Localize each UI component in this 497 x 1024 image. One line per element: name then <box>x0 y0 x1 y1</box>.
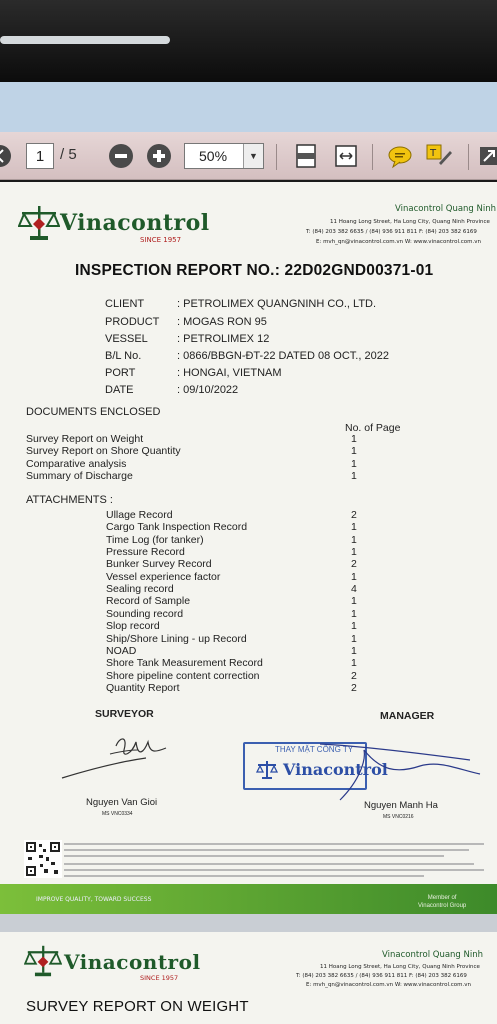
page-gap <box>0 914 497 932</box>
zoom-value: 50% <box>199 148 228 164</box>
footer-member <box>418 894 466 910</box>
attachment-page-count: 2 <box>351 670 357 682</box>
attachment-item: Bunker Survey Record <box>106 558 212 570</box>
company-email: E: mvh_qn@vinacontrol.com.vn W: www.vinacontrol.com.vn <box>316 239 481 245</box>
info-row <box>105 316 267 328</box>
vinacontrol-logo-page2 <box>24 944 204 984</box>
attachment-page-count: 2 <box>351 558 357 570</box>
share-icon[interactable] <box>478 142 497 170</box>
fine-print-line <box>64 875 424 877</box>
company-email: E: mvh_qn@vinacontrol.com.vn W: www.vinacontrol.com.vn <box>306 982 471 988</box>
comment-icon[interactable] <box>386 142 414 170</box>
logo-wordmark: Vinacontrol <box>60 210 210 236</box>
attachment-item: Record of Sample <box>106 595 191 607</box>
attachment-item: Sounding record <box>106 608 184 620</box>
info-value: : HONGAI, VIETNAM <box>177 367 282 379</box>
info-label: CLIENT <box>105 298 145 310</box>
info-row <box>105 350 389 362</box>
manager-id: MS VNC0216 <box>383 814 414 820</box>
attachment-page-count: 4 <box>351 583 357 595</box>
prev-page-icon[interactable] <box>0 142 12 170</box>
info-label: PORT <box>105 367 136 379</box>
info-row <box>105 367 282 379</box>
logo-since: SINCE 1957 <box>140 974 179 982</box>
toolbar-divider <box>372 144 373 170</box>
surveyor-label: SURVEYOR <box>95 708 154 720</box>
attachment-item: Shore pipeline content correction <box>106 670 260 682</box>
attachment-item: Ullage Record <box>106 509 173 521</box>
manager-label: MANAGER <box>380 710 435 722</box>
attachment-item: Time Log (for tanker) <box>106 534 204 546</box>
info-label: B/L No. <box>105 350 142 362</box>
stamp-wordmark: Vinacontrol <box>283 760 388 779</box>
info-value: : PETROLIMEX 12 <box>177 333 270 345</box>
company-name: Vinacontrol Quang Ninh <box>382 950 484 960</box>
zoom-in-icon[interactable] <box>144 142 174 170</box>
info-row <box>105 384 238 396</box>
scales-logo-icon <box>18 204 60 242</box>
attachment-page-count: 1 <box>351 534 357 546</box>
info-label: PRODUCT <box>105 316 160 328</box>
no-of-page-heading: No. of Page <box>345 422 401 434</box>
attachment-page-count: 1 <box>351 657 357 669</box>
member-line: Member of <box>427 895 457 901</box>
app-band <box>0 82 497 132</box>
logo-wordmark: Vinacontrol <box>64 950 201 974</box>
attachment-page-count: 2 <box>351 682 357 694</box>
document-page-count: 1 <box>351 458 357 470</box>
fine-print-line <box>64 849 469 851</box>
document-page-count: 1 <box>351 445 357 457</box>
fit-width-icon[interactable] <box>332 142 360 170</box>
chevron-down-icon[interactable]: ▼ <box>243 144 263 168</box>
attachment-page-count: 2 <box>351 509 357 521</box>
document-item: Survey Report on Weight <box>26 433 144 445</box>
attachment-page-count: 1 <box>351 620 357 632</box>
fine-print-line <box>64 869 484 871</box>
document-page-count: 1 <box>351 433 357 445</box>
attachment-page-count: 1 <box>351 521 357 533</box>
attachment-page-count: 1 <box>351 595 357 607</box>
attachment-item: NOAD <box>106 645 137 657</box>
vinacontrol-logo <box>18 204 208 248</box>
attachment-page-count: 1 <box>351 608 357 620</box>
stamp-caption: THAY MẶT CÔNG TY <box>275 745 354 754</box>
attachment-item: Slop record <box>106 620 160 632</box>
page-number-input[interactable]: 1 <box>26 143 54 169</box>
toolbar-divider <box>468 144 469 170</box>
info-row <box>105 333 269 345</box>
company-name: Vinacontrol Quang Ninh <box>395 204 497 214</box>
info-value: : 0866/BBGN-ĐT-22 DATED 08 OCT., 2022 <box>177 350 389 362</box>
surveyor-name: Nguyen Van Gioi <box>86 797 158 808</box>
document-page-count: 1 <box>351 470 357 482</box>
svg-text:T: T <box>430 148 437 159</box>
logo-since: SINCE 1957 <box>140 236 182 244</box>
surveyor-id: MS VNC0334 <box>102 811 133 817</box>
info-value: : PETROLIMEX QUANGNINH CO., LTD. <box>177 298 377 310</box>
attachment-item: Sealing record <box>106 583 174 595</box>
zoom-select[interactable] <box>184 143 264 169</box>
attachment-item: Pressure Record <box>106 546 185 558</box>
attachment-page-count: 1 <box>351 571 357 583</box>
fit-page-icon[interactable] <box>292 142 320 170</box>
info-label: VESSEL <box>105 333 148 345</box>
attachment-page-count: 1 <box>351 546 357 558</box>
attachment-page-count: 1 <box>351 645 357 657</box>
info-value: : MOGAS RON 95 <box>177 316 267 328</box>
document-item: Summary of Discharge <box>26 470 133 482</box>
text-annotation-icon[interactable] <box>424 142 454 170</box>
qr-code-icon <box>24 840 62 878</box>
document-item: Survey Report on Shore Quantity <box>26 445 181 457</box>
company-address: 11 Hoang Long Street, Ha Long City, Quang Ninh Province <box>320 964 480 970</box>
stamp-logo-icon <box>256 760 278 780</box>
document-item: Comparative analysis <box>26 458 127 470</box>
surveyor-signature <box>58 728 198 784</box>
manager-signature <box>300 730 490 810</box>
toolbar-divider <box>276 144 277 170</box>
attachment-page-count: 1 <box>351 633 357 645</box>
info-label: DATE <box>105 384 134 396</box>
company-phone: T: (84) 203 382 6635 / (84) 936 911 811 F: (84) 203 382 6169 <box>306 229 477 235</box>
fine-print-line <box>64 843 484 845</box>
attachments-heading: ATTACHMENTS : <box>26 494 113 506</box>
attachment-item: Ship/Shore Lining - up Record <box>106 633 247 645</box>
fine-print-line <box>64 855 444 857</box>
attachment-item: Shore Tank Measurement Record <box>106 657 263 669</box>
report-title: INSPECTION REPORT NO.: 22D02GND00371-01 <box>75 262 434 279</box>
company-phone: T: (84) 203 382 6635 / (84) 936 911 811 F: (84) 203 382 6169 <box>296 973 467 979</box>
info-row <box>105 298 376 310</box>
footer-slogan: IMPROVE QUALITY, TOWARD SUCCESS <box>36 896 152 903</box>
page2-title: SURVEY REPORT ON WEIGHT <box>26 998 249 1015</box>
fine-print-line <box>64 863 474 865</box>
zoom-out-icon[interactable] <box>106 142 136 170</box>
attachment-item: Vessel experience factor <box>106 571 221 583</box>
info-value: : 09/10/2022 <box>177 384 239 396</box>
company-address: 11 Hoang Long Street, Ha Long City, Quang Ninh Province <box>330 219 490 225</box>
attachment-item: Quantity Report <box>106 682 180 694</box>
member-line: Vinacontrol Group <box>418 903 467 909</box>
documents-heading: DOCUMENTS ENCLOSED <box>26 406 161 418</box>
page-total: / 5 <box>60 146 77 163</box>
scales-logo-icon <box>24 944 62 978</box>
attachment-item: Cargo Tank Inspection Record <box>106 521 248 533</box>
manager-name: Nguyen Manh Ha <box>364 800 438 811</box>
